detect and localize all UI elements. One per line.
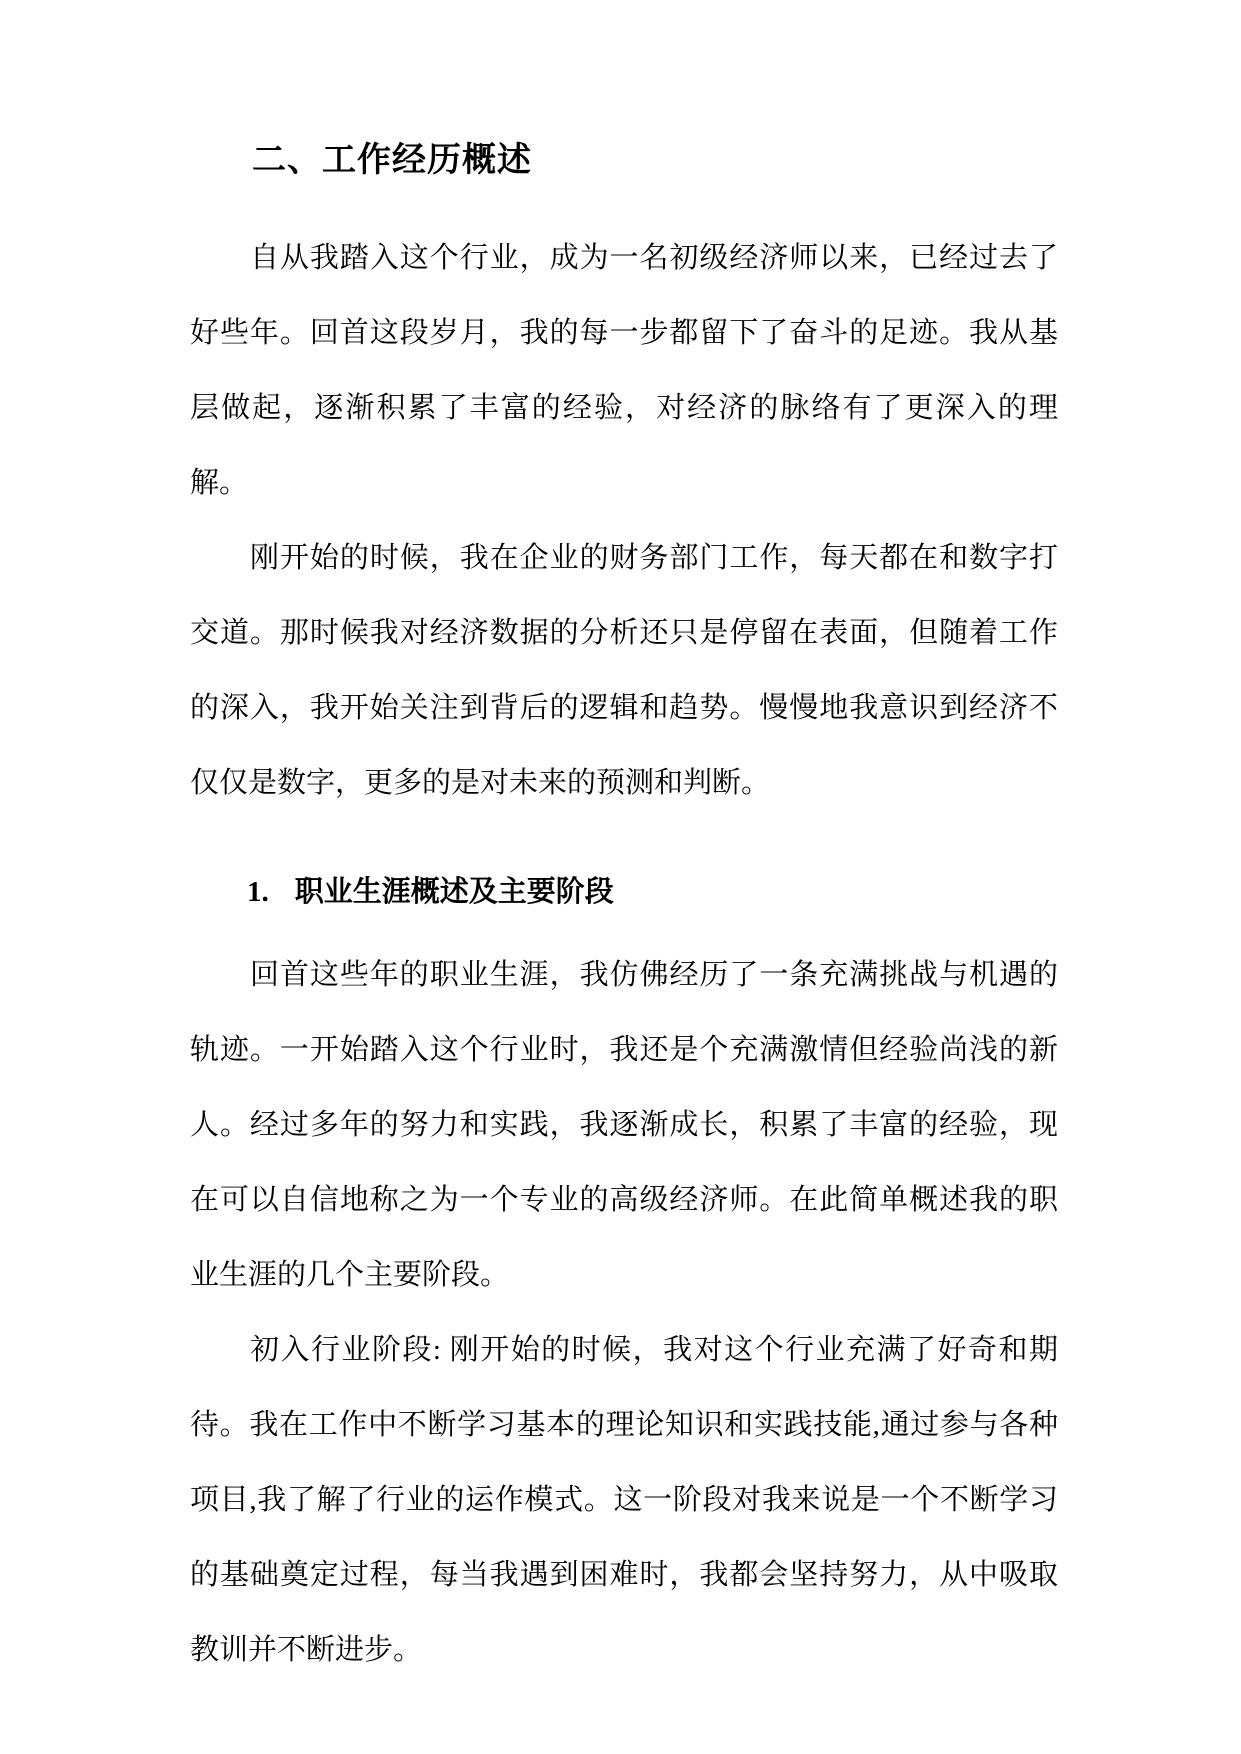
subsection-number: 1. bbox=[247, 876, 269, 908]
intro-paragraph-1: 自从我踏入这个行业，成为一名初级经济师以来，已经过去了好些年。回首这段岁月，我的每一步都留下了奋斗的足迹。我从基层做起，逐渐积累了丰富的经验，对经济的脉络有了更深入的理解。 bbox=[190, 242, 1058, 499]
subsection-heading bbox=[190, 855, 1058, 930]
subsection-paragraph-2: 初入行业阶段: 刚开始的时候，我对这个行业充满了好奇和期待。我在工作中不断学习基本的理论知识和实践技能,通过参与各种项目,我了解了行业的运作模式。这一阶段对我来说是一个不断学习的基础奠定过程，每当我遇到困难时，我都会坚持努力，从中吸取教训并不断进步。 bbox=[190, 1334, 1058, 1666]
document-title: 二、工作经历概述 bbox=[252, 142, 532, 179]
intro-paragraph-2: 刚开始的时候，我在企业的财务部门工作，每天都在和数字打交道。那时候我对经济数据的分析还只是停留在表面，但随着工作的深入，我开始关注到背后的逻辑和趋势。慢慢地我意识到经济不仅仅是数字，更多的是对未来的预测和判断。 bbox=[190, 542, 1058, 799]
subsection-paragraph-1: 回首这些年的职业生涯，我仿佛经历了一条充满挑战与机遇的轨迹。一开始踏入这个行业时，我还是个充满激情但经验尚浅的新人。经过多年的努力和实践，我逐渐成长，积累了丰富的经验，现在可以自信地称之为一个专业的高级经济师。在此简单概述我的职业生涯的几个主要阶段。 bbox=[190, 959, 1058, 1291]
subsection-title: 职业生涯概述及主要阶段 bbox=[294, 876, 614, 908]
